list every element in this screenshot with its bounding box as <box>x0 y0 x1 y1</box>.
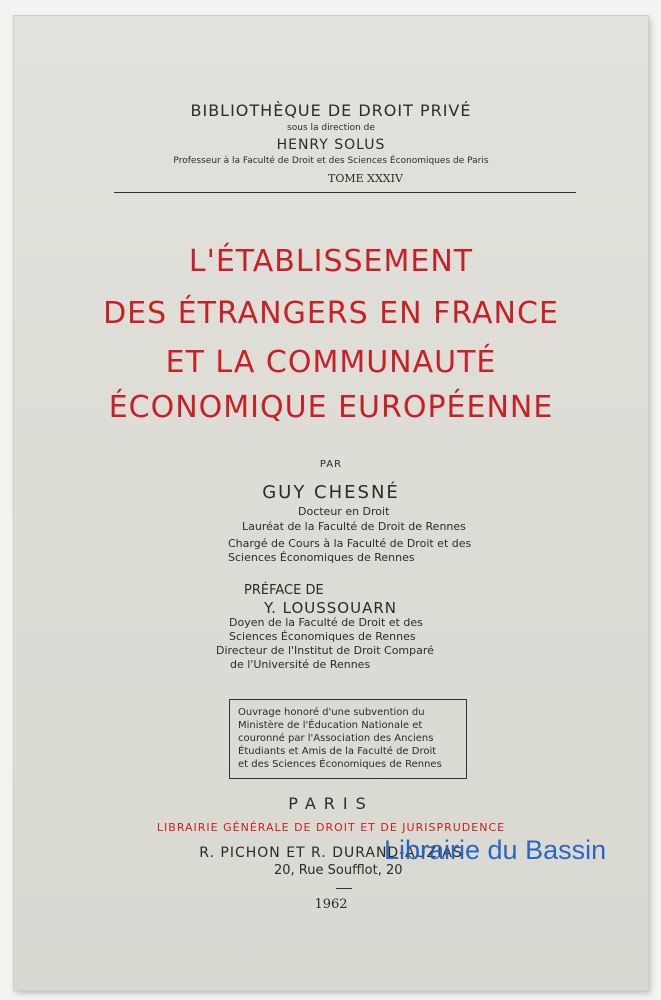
honor-line: Ouvrage honoré d'une subvention du <box>238 707 425 718</box>
preface-credit: de l'Université de Rennes <box>230 658 371 671</box>
author-credit: Docteur en Droit <box>298 505 390 518</box>
series-director: HENRY SOLUS <box>276 137 386 153</box>
preface-credit: Doyen de la Faculté de Droit et des <box>229 616 423 629</box>
author-credit: Lauréat de la Faculté de Droit de Rennes <box>242 520 466 533</box>
title-line-3: ET LA COMMUNAUTÉ <box>165 345 497 380</box>
honor-line: Étudiants et Amis de la Faculté de Droit <box>238 746 437 757</box>
seller-watermark: Librairie du Bassin <box>384 835 607 865</box>
year-dash <box>336 888 352 889</box>
author-credit: Chargé de Cours à la Faculté de Droit et des <box>228 537 472 550</box>
title-line-1: L'ÉTABLISSEMENT <box>188 244 474 279</box>
honor-box <box>229 699 467 779</box>
preface-credit: Sciences Économiques de Rennes <box>229 630 416 643</box>
imprint-year: 1962 <box>314 897 348 912</box>
preface-credit: Directeur de l'Institut de Droit Comparé <box>216 644 434 657</box>
preface-label: PRÉFACE DE <box>244 583 324 598</box>
imprint-city: PARIS <box>288 794 374 813</box>
imprint-address: 20, Rue Soufflot, 20 <box>274 863 403 878</box>
imprint-publisher: LIBRAIRIE GÉNÉRALE DE DROIT ET DE JURISPRUDENCE <box>156 821 506 834</box>
honor-line: et des Sciences Économiques de Rennes <box>238 759 442 770</box>
series-direction: sous la direction de <box>287 123 375 133</box>
director-title: Professeur à la Faculté de Droit et des Sciences Économiques de Paris <box>173 156 489 166</box>
author-credit: Sciences Économiques de Rennes <box>228 551 415 564</box>
title-line-2: DES ÉTRANGERS EN FRANCE <box>103 296 559 331</box>
honor-line: couronné par l'Association des Anciens <box>238 733 434 744</box>
by-label: PAR <box>319 459 343 470</box>
honor-line: Ministère de l'Éducation Nationale et <box>238 720 423 731</box>
author-name: GUY CHESNÉ <box>262 482 400 503</box>
title-line-4: ÉCONOMIQUE EUROPÉENNE <box>108 390 554 425</box>
preface-author: Y. LOUSSOUARN <box>264 599 397 617</box>
header-rule <box>114 192 576 193</box>
imprint-printer: R. PICHON ET R. DURAND-AUZIAS <box>199 845 463 861</box>
series-name: BIBLIOTHÈQUE DE DROIT PRIVÉ <box>190 101 472 120</box>
tome-number: TOME XXXIV <box>328 172 403 185</box>
